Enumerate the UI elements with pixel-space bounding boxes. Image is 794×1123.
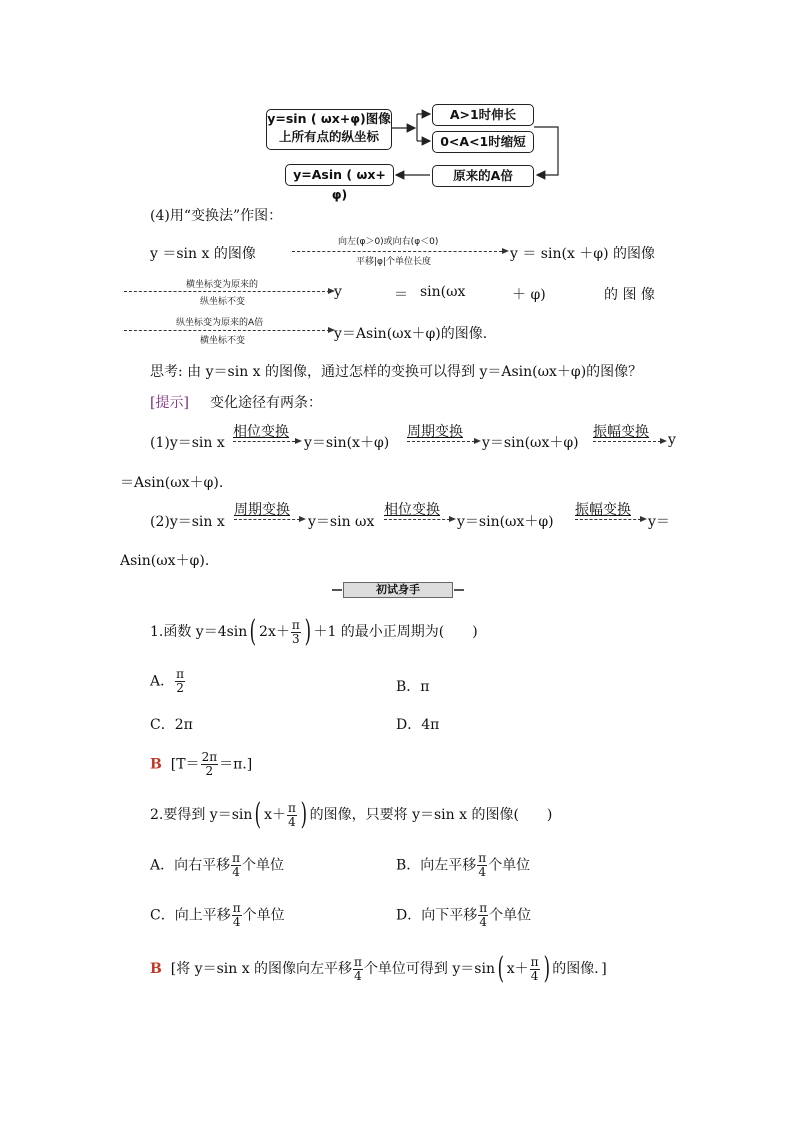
q2-option-a-den: 4: [232, 865, 240, 879]
q1-answer: [150, 751, 252, 778]
step1-top-label: 向左(φ＞0)或向右(φ＜0): [338, 237, 439, 247]
q2-exp-a: [将 y＝sin x 的图像向左平移: [170, 961, 353, 977]
q2-exp-num1: π: [354, 954, 362, 969]
q1-option-a[interactable]: [150, 668, 186, 695]
q1-fraction: [291, 619, 301, 646]
q1-lparen: (: [249, 614, 257, 649]
q2-frac-num: π: [288, 800, 296, 815]
q2-option-b[interactable]: [396, 852, 530, 879]
q2-option-c-num: π: [232, 901, 241, 915]
q1-answer-letter: B: [150, 756, 162, 773]
q2-option-b-den: 4: [478, 865, 487, 879]
q2-exp-c: 的图像．]: [552, 961, 607, 977]
p1-start: (1)y＝sin x: [150, 435, 225, 451]
box-start-line1: y=sin ( ωx+φ)图像: [267, 111, 391, 126]
box-start: [266, 109, 392, 150]
q1-option-a-num: π: [176, 667, 185, 681]
step3-top-label: 纵坐标变为原来的A倍: [176, 318, 264, 328]
q2-option-c-frac: [232, 902, 242, 929]
step2-arrow: [124, 291, 330, 292]
p1-cont: ＝Asin(ωx＋φ).: [120, 475, 224, 491]
q2-exp-rparen: ): [543, 951, 550, 986]
p2-arrow1: [234, 519, 300, 520]
q2-option-b-unit: 个单位: [488, 857, 531, 874]
q1-stem: [150, 614, 478, 649]
q2-option-c-unit: 个单位: [242, 907, 285, 924]
q2-option-d-unit: 个单位: [489, 907, 532, 924]
q2-stem-a: 2.要得到 y＝sin: [150, 807, 253, 823]
p2-label2: 相位变换: [384, 502, 440, 518]
q2-rparen: ): [300, 797, 308, 832]
q1-frac-den: 3: [291, 631, 300, 646]
q2-stem-b: 的图像，只要将 y＝sin x 的图像( ): [309, 807, 553, 823]
p2-start: (2)y＝sin x: [150, 514, 225, 530]
q2-option-a[interactable]: [150, 852, 284, 879]
q2-exp-frac2: [530, 956, 540, 983]
step1-right: y ＝ sin(x ＋φ) 的图像: [510, 246, 656, 262]
p1-arrowhead3: [660, 438, 667, 444]
q2-fraction: [287, 802, 297, 829]
q1-option-b[interactable]: B．π: [396, 679, 430, 695]
p2-arrow2: [384, 519, 450, 520]
q1-exp-frac: [201, 751, 219, 778]
step1-arrowhead: [502, 248, 509, 254]
q2-exp-den1: 4: [354, 968, 362, 983]
step3-bottom-label: 横坐标不变: [200, 336, 246, 346]
q1-rparen: ): [304, 614, 311, 649]
step1-arrow: [292, 251, 502, 252]
q2-option-b-frac: [477, 852, 487, 879]
q2-answer-letter: B: [150, 961, 162, 977]
p2-mid1: y＝sin ωx: [308, 514, 375, 530]
q2-exp-den2: 4: [530, 968, 539, 983]
q2-option-b-num: π: [478, 851, 487, 865]
q2-option-a-text: A．向右平移: [150, 857, 231, 874]
q1-stem-a: 1.函数 y＝4sin: [150, 624, 248, 640]
p2-arrowhead3: [640, 516, 647, 522]
q1-option-c[interactable]: C．2π: [150, 717, 193, 733]
p1-end: y: [668, 432, 676, 448]
box-shrink: 0<A<1时缩短: [432, 131, 534, 153]
q2-exp-b: 个单位可得到 y＝sin: [363, 961, 495, 977]
box-multiply: 原来的A倍: [432, 165, 534, 187]
p1-arrowhead2: [474, 438, 481, 444]
step1-left: y ＝sin x 的图像: [150, 246, 256, 262]
q2-option-a-frac: [231, 852, 241, 879]
q2-answer: [150, 951, 607, 986]
q1-exp-num: 2π: [201, 750, 218, 764]
diagram-arrows: [0, 0, 794, 200]
q2-option-d-text: D．向下平移: [396, 907, 478, 924]
q2-stem-in: x＋: [264, 807, 287, 823]
q2-option-d-frac: [478, 902, 488, 929]
q1-option-d[interactable]: D．4π: [396, 717, 440, 733]
box-stretch: A>1时伸长: [432, 104, 534, 126]
q1-stem-b: ＋1 的最小正周期为( ): [313, 624, 478, 640]
step2-tail: 的 图 像: [604, 287, 655, 303]
p1-arrow1: [233, 441, 295, 442]
step2-sin: sin(ωx: [420, 284, 466, 300]
q2-option-c-text: C．向上平移: [150, 907, 231, 924]
step2-bottom-label: 纵坐标不变: [200, 297, 246, 307]
p1-label3: 振幅变换: [593, 424, 649, 440]
q2-lparen: (: [255, 797, 262, 832]
p1-mid1: y＝sin(x＋φ): [304, 435, 390, 451]
p1-label1: 相位变换: [233, 424, 289, 440]
q1-exp-a: [T＝: [170, 756, 200, 773]
p2-label3: 振幅变换: [575, 502, 631, 518]
p2-end: y＝: [648, 514, 670, 530]
method-heading: (4)用“变换法”作图：: [150, 208, 283, 224]
q2-stem: [150, 797, 553, 832]
box-start-line2: 上所有点的纵坐标: [278, 129, 379, 144]
box-result: y=Asin ( ωx+ φ): [285, 164, 394, 186]
p1-arrow3: [593, 441, 661, 442]
section-title: 初试身手: [343, 582, 453, 598]
step1-bottom-label: 平移|φ|个单位长度: [356, 257, 432, 267]
p2-arrowhead2: [449, 516, 456, 522]
p2-mid2: y＝sin(ωx＋φ): [457, 514, 554, 530]
p2-arrowhead1: [299, 516, 306, 522]
q2-exp-lparen: (: [497, 951, 505, 986]
q2-option-d-num: π: [479, 901, 488, 915]
p1-arrow2: [407, 441, 475, 442]
step2-plus: ＋ φ): [512, 287, 546, 303]
q2-option-d-den: 4: [479, 915, 487, 929]
q2-frac-den: 4: [288, 814, 296, 829]
p1-mid2: y＝sin(ωx＋φ): [482, 435, 579, 451]
p2-label1: 周期变换: [234, 502, 290, 518]
step2-top-label: 横坐标变为原来的: [186, 280, 259, 290]
q1-option-a-den: 2: [176, 681, 184, 695]
step3-arrow: [124, 330, 330, 331]
q2-option-a-unit: 个单位: [242, 857, 285, 874]
q2-option-c[interactable]: [150, 902, 285, 929]
think-question: 思考: 由 y＝sin x 的图像，通过怎样的变换可以得到 y＝Asin(ωx＋φ)的图像？: [150, 364, 643, 380]
hint-text: 变化途径有两条：: [210, 395, 322, 411]
q2-exp-num2: π: [530, 954, 539, 969]
q2-exp-in: x＋: [506, 961, 529, 977]
q2-option-a-num: π: [232, 851, 241, 865]
step2-y: y: [334, 284, 342, 300]
q2-option-c-den: 4: [232, 915, 241, 929]
q1-exp-den: 2: [205, 764, 214, 778]
p1-arrowhead1: [295, 438, 302, 444]
q1-option-a-label: A．: [150, 673, 175, 690]
q1-option-a-frac: [175, 668, 185, 695]
q1-stem-in: 2x＋: [259, 624, 290, 640]
q1-frac-num: π: [291, 617, 300, 632]
hint-tag: [提示]: [150, 395, 189, 411]
p1-label2: 周期变换: [407, 424, 463, 440]
step3-right: y＝Asin(ωx＋φ)的图像.: [334, 326, 488, 342]
p2-arrow3: [575, 519, 641, 520]
q2-option-d[interactable]: [396, 902, 531, 929]
p2-cont: Asin(ωx＋φ).: [120, 553, 210, 569]
step2-eq: ＝: [394, 287, 408, 303]
q2-exp-frac1: [353, 956, 363, 983]
q1-exp-b: ＝π.]: [219, 756, 253, 773]
q2-option-b-text: B．向左平移: [396, 857, 477, 874]
